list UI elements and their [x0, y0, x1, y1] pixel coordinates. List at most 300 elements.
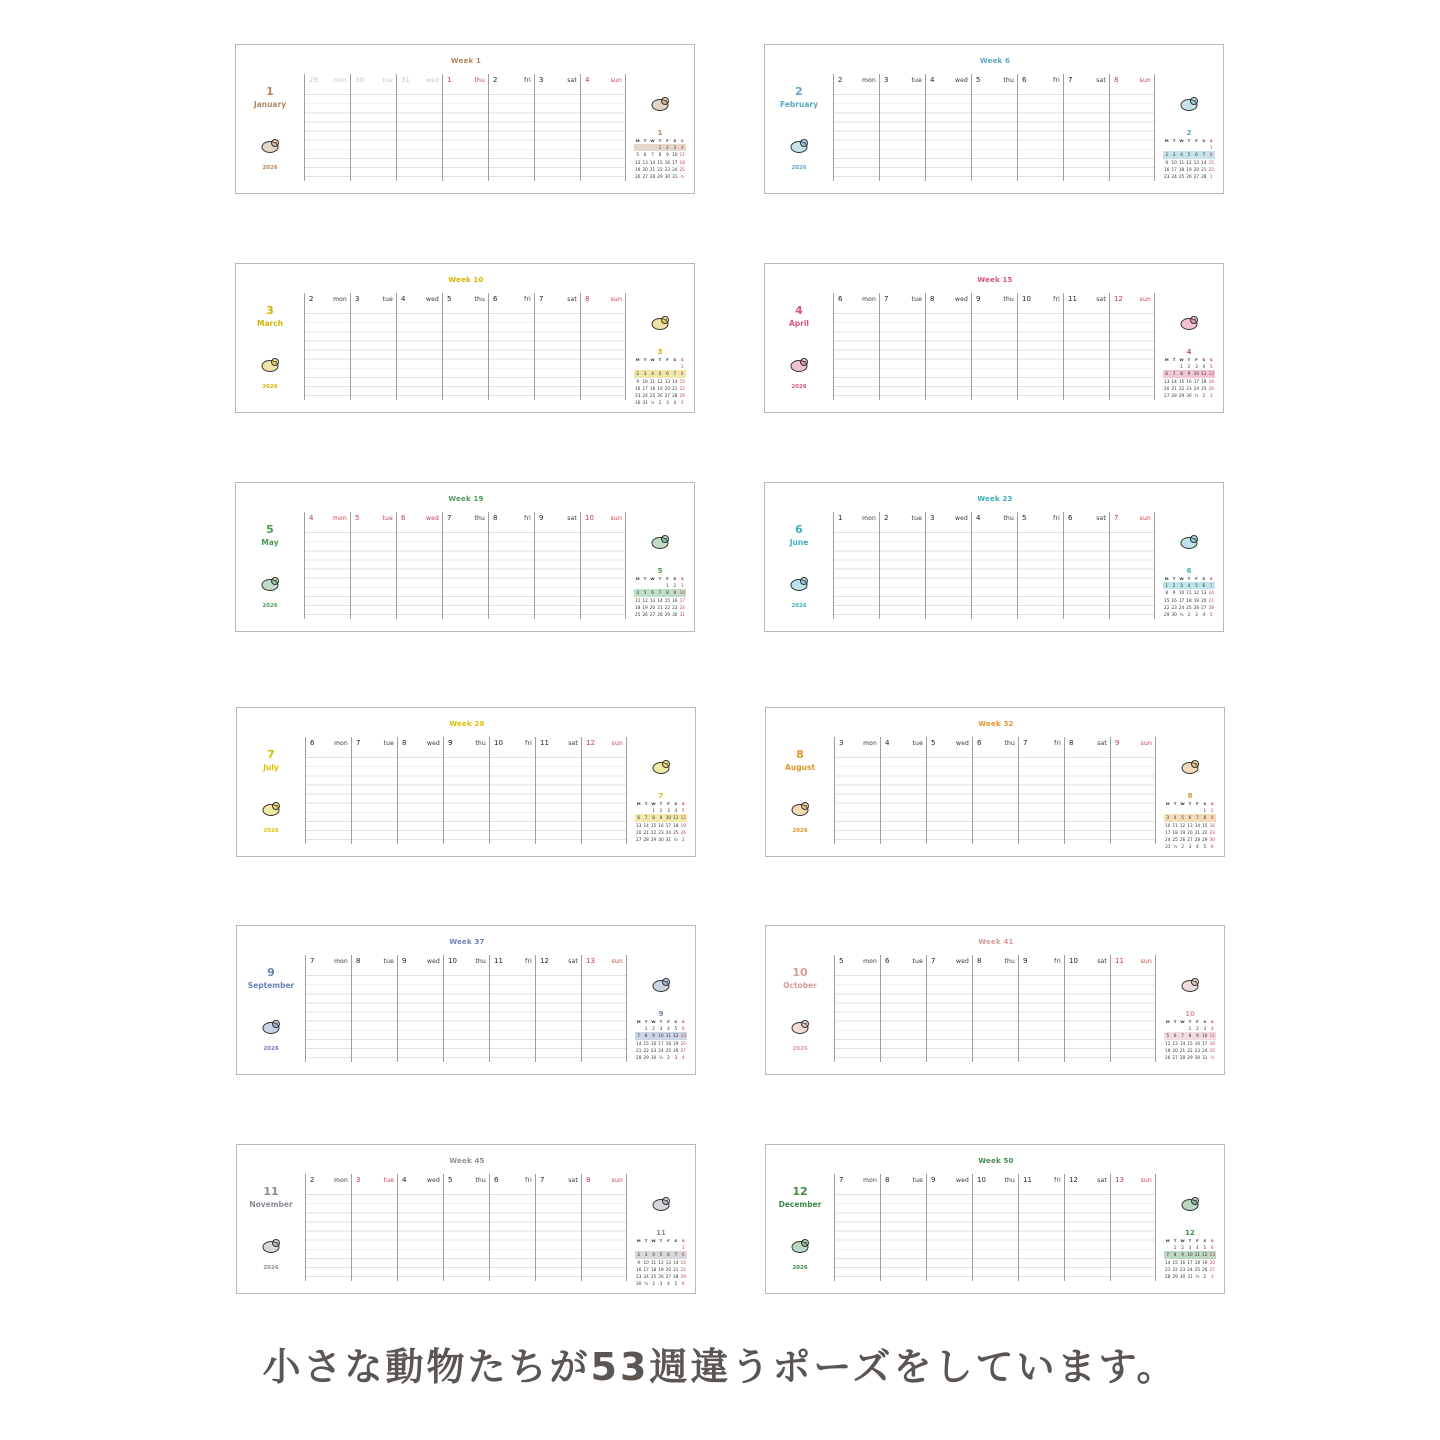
- year-label: 2026: [263, 1265, 279, 1271]
- mini-day: 2: [1172, 583, 1176, 589]
- writing-lines: [881, 967, 926, 1062]
- mini-day: 17: [1171, 166, 1177, 172]
- mini-day: 22: [1178, 385, 1185, 391]
- day-column[interactable]: [581, 737, 627, 844]
- day-column[interactable]: [834, 737, 880, 844]
- day-header: [585, 76, 622, 86]
- mini-day: 5: [674, 1026, 678, 1032]
- day-column[interactable]: [351, 955, 397, 1062]
- day-column[interactable]: [1063, 74, 1109, 181]
- mini-day: ½: [1173, 844, 1178, 850]
- mini-day: 9: [1196, 1033, 1199, 1039]
- day-column[interactable]: [535, 955, 581, 1062]
- week-grid: [305, 737, 627, 844]
- day-header: [930, 295, 968, 305]
- mini-weekday: S: [1202, 138, 1206, 143]
- day-column[interactable]: [833, 512, 879, 619]
- day-number: 8: [585, 295, 590, 303]
- week-page-card: [236, 925, 696, 1075]
- mini-month-number: 1: [657, 129, 663, 137]
- mini-day: 17: [1193, 378, 1200, 384]
- mini-day: 13: [1187, 822, 1193, 828]
- mini-day: 6: [1188, 815, 1192, 821]
- mini-day: 1: [1180, 364, 1183, 370]
- mini-day: 9: [652, 1033, 655, 1039]
- mini-day: 16: [635, 385, 641, 391]
- mini-day: 19: [1179, 829, 1186, 835]
- mini-day: 27: [680, 1047, 686, 1053]
- mini-day: 15: [664, 597, 671, 603]
- mini-day: 17: [1187, 1259, 1193, 1265]
- hamster-icon: [259, 135, 281, 155]
- mini-day: 1: [1209, 173, 1213, 179]
- mini-weekday: T: [659, 1238, 663, 1243]
- writing-lines: [1019, 749, 1064, 844]
- hamster-stack-icon: [1179, 974, 1201, 994]
- mini-day: 6: [1173, 1033, 1177, 1039]
- day-column[interactable]: [534, 293, 580, 400]
- mini-day: 5: [1209, 364, 1213, 370]
- week-title: Week 45: [449, 1157, 485, 1165]
- weekday-label: sat: [568, 957, 578, 965]
- weekday-label: wed: [955, 1176, 969, 1184]
- weekday-label: sat: [567, 76, 577, 84]
- day-column[interactable]: [1017, 512, 1063, 619]
- mini-day: 25: [1178, 173, 1185, 179]
- day-column[interactable]: [489, 955, 535, 1062]
- day-column[interactable]: [1063, 293, 1109, 400]
- day-column[interactable]: [1110, 955, 1156, 1062]
- day-column[interactable]: [488, 512, 534, 619]
- day-column[interactable]: [396, 512, 442, 619]
- mini-day: 9: [1165, 159, 1169, 165]
- mini-day: [1163, 363, 1170, 370]
- writing-lines: [582, 749, 626, 844]
- mini-day: 2: [1196, 1026, 1199, 1032]
- day-column[interactable]: [879, 512, 925, 619]
- day-number: 4: [976, 514, 981, 522]
- mini-week-row: [635, 1280, 687, 1287]
- day-header: [1114, 514, 1151, 524]
- writing-lines: [352, 1186, 397, 1281]
- mini-day: 1: [658, 145, 662, 151]
- mini-day: [657, 1244, 664, 1251]
- day-column[interactable]: [880, 955, 926, 1062]
- day-column[interactable]: [879, 74, 925, 181]
- weekday-label: tue: [383, 1176, 394, 1184]
- day-column[interactable]: [1109, 512, 1155, 619]
- week-grid: [305, 1174, 627, 1281]
- mini-day: 7: [1202, 152, 1206, 158]
- week-grid: [833, 293, 1155, 400]
- mini-day: 24: [672, 166, 678, 172]
- day-column[interactable]: [580, 512, 626, 619]
- mini-day: 6: [637, 815, 641, 821]
- weekday-label: mon: [333, 76, 347, 84]
- mini-week-row: [1164, 1025, 1216, 1032]
- mini-weekday-header: [634, 137, 686, 144]
- mini-day: 11: [1178, 159, 1185, 165]
- day-number: 5: [839, 957, 844, 965]
- day-column[interactable]: [580, 293, 626, 400]
- day-column[interactable]: [304, 74, 350, 181]
- weekday-label: mon: [333, 295, 347, 303]
- mini-day: 9: [636, 378, 640, 384]
- day-header: [493, 514, 531, 524]
- mini-weekday: F: [1196, 1238, 1199, 1243]
- mini-day: 20: [649, 604, 656, 610]
- day-number: 4: [585, 76, 590, 84]
- writing-lines: [1018, 524, 1063, 619]
- day-column[interactable]: [351, 737, 397, 844]
- day-column[interactable]: [880, 1174, 926, 1281]
- mini-week-row: [1164, 843, 1216, 850]
- day-column[interactable]: [1110, 737, 1156, 844]
- mini-day: 28: [1208, 604, 1214, 610]
- day-header: [839, 739, 877, 749]
- mini-day: 12: [1165, 1040, 1171, 1046]
- mini-day: [656, 363, 663, 370]
- day-column[interactable]: [926, 955, 972, 1062]
- mini-day: 30: [1194, 1054, 1201, 1060]
- mini-day: 8: [1188, 1033, 1192, 1039]
- writing-lines: [536, 1186, 581, 1281]
- day-column[interactable]: [304, 512, 350, 619]
- weekday-label: fri: [525, 1176, 532, 1184]
- day-column[interactable]: [1017, 74, 1063, 181]
- month-name: February: [780, 100, 818, 109]
- day-column[interactable]: [488, 74, 534, 181]
- fish-icon: [1178, 531, 1200, 551]
- day-column[interactable]: [489, 737, 535, 844]
- hedgehog-icon: [260, 1235, 282, 1255]
- day-column[interactable]: [397, 737, 443, 844]
- mini-weekday: W: [1180, 801, 1185, 806]
- mini-day: 2: [1165, 152, 1169, 158]
- day-column[interactable]: [972, 737, 1018, 844]
- day-header: [1022, 295, 1060, 305]
- mini-weekday-header: [635, 800, 687, 807]
- sea-turtle-icon: [649, 531, 671, 551]
- day-column[interactable]: [926, 1174, 972, 1281]
- mini-weekday: T: [643, 138, 647, 143]
- day-column[interactable]: [580, 74, 626, 181]
- mini-weekday-header: [635, 1018, 687, 1025]
- day-header: [585, 514, 622, 524]
- mini-day: 2: [666, 145, 669, 151]
- mini-day: 4: [1210, 1026, 1214, 1032]
- mini-day: [635, 807, 642, 814]
- mini-day: 17: [672, 159, 678, 165]
- day-column[interactable]: [581, 1174, 627, 1281]
- day-column[interactable]: [443, 1174, 489, 1281]
- mini-day: 24: [679, 604, 685, 610]
- day-column[interactable]: [305, 1174, 351, 1281]
- day-column[interactable]: [1018, 1174, 1064, 1281]
- mini-day: 1: [1209, 145, 1213, 151]
- mini-day: 26: [680, 829, 686, 835]
- ferret-icon: [649, 93, 671, 113]
- writing-lines: [1111, 749, 1155, 844]
- day-column[interactable]: [926, 737, 972, 844]
- mini-weekday: W: [1179, 357, 1184, 362]
- mini-day: 5: [1203, 844, 1207, 850]
- mini-week-row: [1164, 836, 1216, 843]
- day-number: 9: [976, 295, 981, 303]
- mini-day: 31: [679, 611, 685, 617]
- mini-week-row: [1163, 166, 1215, 173]
- day-header: [309, 295, 347, 305]
- day-header: [838, 514, 876, 524]
- day-column[interactable]: [971, 293, 1017, 400]
- day-column[interactable]: [535, 737, 581, 844]
- mini-day: 2: [1181, 1245, 1184, 1251]
- mini-day: 15: [679, 378, 685, 384]
- mini-weekday: W: [650, 357, 655, 362]
- mini-day: 6: [651, 590, 654, 596]
- mini-day: [649, 363, 656, 370]
- mini-day: 5: [680, 400, 684, 406]
- mini-day: 24: [1178, 604, 1185, 610]
- mini-weekday-header: [1163, 356, 1215, 363]
- day-number: 6: [310, 739, 315, 747]
- writing-lines: [1110, 305, 1154, 400]
- mini-day: 27: [665, 1273, 672, 1279]
- day-column[interactable]: [396, 74, 442, 181]
- day-column[interactable]: [350, 74, 396, 181]
- writing-lines: [1111, 967, 1155, 1062]
- day-number: 3: [355, 295, 360, 303]
- day-column[interactable]: [350, 293, 396, 400]
- weekday-label: thu: [1003, 295, 1014, 303]
- seal-icon: [650, 756, 672, 776]
- mini-week-row: [635, 1040, 687, 1047]
- day-column[interactable]: [351, 1174, 397, 1281]
- day-column[interactable]: [534, 512, 580, 619]
- weekday-label: fri: [525, 739, 532, 747]
- day-number: 10: [977, 1176, 986, 1184]
- weekday-label: thu: [1004, 957, 1015, 965]
- mini-day: 26: [635, 173, 641, 179]
- weekday-label: sun: [1139, 295, 1151, 303]
- mini-day: 2: [673, 583, 677, 589]
- mini-day: 26: [642, 611, 648, 617]
- day-column[interactable]: [305, 955, 351, 1062]
- week-page-card: [765, 925, 1225, 1075]
- mini-day: 6: [681, 1026, 685, 1032]
- mini-day: 7: [1196, 815, 1199, 821]
- mini-day: 5: [658, 371, 662, 377]
- weekday-label: sat: [567, 514, 577, 522]
- mini-day: 25: [1172, 836, 1178, 842]
- mini-day: [1194, 807, 1201, 814]
- day-column[interactable]: [880, 737, 926, 844]
- mini-week-row: [635, 1251, 687, 1258]
- mini-day: 21: [1194, 829, 1201, 835]
- mini-day: [649, 144, 656, 151]
- mini-weekday-header: [634, 356, 686, 363]
- week-grid: [304, 512, 626, 619]
- caption: 小さな動物たちが53週違うポーズをしています。: [262, 1345, 1178, 1389]
- day-header: [494, 957, 532, 967]
- shell-icon: [1179, 756, 1201, 776]
- day-column[interactable]: [397, 955, 443, 1062]
- day-column[interactable]: [971, 512, 1017, 619]
- day-header: [838, 295, 876, 305]
- day-column[interactable]: [1109, 293, 1155, 400]
- day-column[interactable]: [534, 74, 580, 181]
- mini-week-row: [1163, 370, 1215, 377]
- day-column[interactable]: [834, 1174, 880, 1281]
- weekday-label: tue: [383, 957, 394, 965]
- weekday-label: thu: [474, 514, 485, 522]
- day-header: [931, 1176, 969, 1186]
- day-column[interactable]: [442, 74, 488, 181]
- day-column[interactable]: [1064, 955, 1110, 1062]
- weekday-label: sun: [610, 295, 622, 303]
- mini-weekday: M: [636, 1019, 641, 1024]
- mini-weekday: M: [635, 357, 640, 362]
- mini-day: 29: [1178, 392, 1185, 398]
- day-column[interactable]: [925, 293, 971, 400]
- weekday-label: sun: [1140, 957, 1152, 965]
- year-label: 2026: [791, 165, 807, 171]
- mini-day: 20: [1164, 385, 1170, 391]
- mini-day: 29: [664, 611, 671, 617]
- day-column[interactable]: [1018, 737, 1064, 844]
- writing-lines: [306, 967, 351, 1062]
- day-column[interactable]: [489, 1174, 535, 1281]
- mini-day: 8: [1173, 1252, 1177, 1258]
- day-column[interactable]: [305, 737, 351, 844]
- mini-day: 8: [666, 590, 669, 596]
- mini-weekday: S: [1203, 1238, 1207, 1243]
- mini-day: 28: [672, 392, 678, 398]
- mini-day: 13: [680, 1033, 686, 1039]
- mini-day: ½: [1179, 611, 1184, 617]
- day-column[interactable]: [488, 293, 534, 400]
- mini-day: 10: [679, 590, 685, 596]
- weekday-label: tue: [911, 295, 922, 303]
- day-column[interactable]: [925, 512, 971, 619]
- year-label: 2026: [792, 1046, 808, 1052]
- mini-day: [1171, 807, 1178, 814]
- day-column[interactable]: [1063, 512, 1109, 619]
- mini-day: 27: [649, 611, 656, 617]
- mini-calendar: [634, 567, 686, 618]
- mini-day: [642, 807, 649, 814]
- mini-day: 20: [1193, 166, 1200, 172]
- mini-day: [664, 363, 671, 370]
- day-column[interactable]: [1064, 1174, 1110, 1281]
- mini-day: 16: [636, 1266, 642, 1272]
- day-column[interactable]: [1109, 74, 1155, 181]
- day-number: 5: [931, 739, 936, 747]
- mini-week-row: [1164, 807, 1216, 814]
- day-column[interactable]: [535, 1174, 581, 1281]
- month-number: 12: [792, 1185, 808, 1198]
- day-column[interactable]: [834, 955, 880, 1062]
- mini-day: 12: [1208, 371, 1214, 377]
- day-column[interactable]: [397, 1174, 443, 1281]
- mini-day: 19: [673, 1040, 679, 1046]
- mini-day: 30: [635, 400, 641, 406]
- day-number: 9: [1023, 957, 1028, 965]
- meerkat-icon: [260, 798, 282, 818]
- day-column[interactable]: [443, 737, 489, 844]
- mini-weekday: T: [658, 138, 662, 143]
- day-header: [977, 739, 1015, 749]
- day-number: 8: [356, 957, 361, 965]
- mini-day: ½: [673, 836, 678, 842]
- mini-day: 8: [681, 1252, 685, 1258]
- mini-weekday: S: [1209, 357, 1213, 362]
- day-column[interactable]: [879, 293, 925, 400]
- mini-day: 24: [1165, 836, 1171, 842]
- mini-day: [1164, 1025, 1171, 1032]
- mini-weekday: S: [1209, 576, 1213, 581]
- day-column[interactable]: [971, 74, 1017, 181]
- mini-day: 9: [637, 1259, 641, 1265]
- day-column[interactable]: [925, 74, 971, 181]
- weekday-label: fri: [1053, 514, 1060, 522]
- mini-day: 23: [1179, 1266, 1186, 1272]
- weekday-label: thu: [475, 957, 486, 965]
- day-column[interactable]: [443, 955, 489, 1062]
- mini-weekday: W: [651, 801, 656, 806]
- day-column[interactable]: [1018, 955, 1064, 1062]
- week-title: Week 23: [977, 495, 1013, 503]
- month-number: 5: [266, 523, 274, 536]
- day-column[interactable]: [833, 74, 879, 181]
- writing-lines: [1110, 524, 1154, 619]
- mini-day: 7: [637, 1033, 641, 1039]
- mini-day: 3: [680, 583, 684, 589]
- day-number: 13: [586, 957, 595, 965]
- mini-day: 30: [1209, 836, 1215, 842]
- day-column[interactable]: [1017, 293, 1063, 400]
- day-column[interactable]: [350, 512, 396, 619]
- mini-day: 7: [1209, 583, 1213, 589]
- day-column[interactable]: [972, 955, 1018, 1062]
- day-column[interactable]: [1110, 1174, 1156, 1281]
- day-column[interactable]: [833, 293, 879, 400]
- day-column[interactable]: [442, 512, 488, 619]
- day-column[interactable]: [581, 955, 627, 1062]
- day-column[interactable]: [1064, 737, 1110, 844]
- day-number: 6: [977, 739, 982, 747]
- mini-day: 20: [1187, 829, 1193, 835]
- day-number: 9: [539, 514, 544, 522]
- writing-lines: [880, 86, 925, 181]
- mini-day: 23: [664, 166, 671, 172]
- week-title: Week 10: [448, 276, 484, 284]
- day-column[interactable]: [304, 293, 350, 400]
- week-title: Week 41: [978, 938, 1014, 946]
- mini-weekday: T: [1187, 357, 1191, 362]
- writing-lines: [1111, 1186, 1155, 1281]
- day-column[interactable]: [442, 293, 488, 400]
- mini-day: 28: [673, 1273, 679, 1279]
- bird-icon: [788, 135, 810, 155]
- mini-day: 13: [1164, 378, 1170, 384]
- day-column[interactable]: [396, 293, 442, 400]
- day-column[interactable]: [972, 1174, 1018, 1281]
- writing-lines: [834, 86, 879, 181]
- mini-day: 15: [680, 1259, 686, 1265]
- mini-day: 16: [1209, 822, 1215, 828]
- day-number: 5: [976, 76, 981, 84]
